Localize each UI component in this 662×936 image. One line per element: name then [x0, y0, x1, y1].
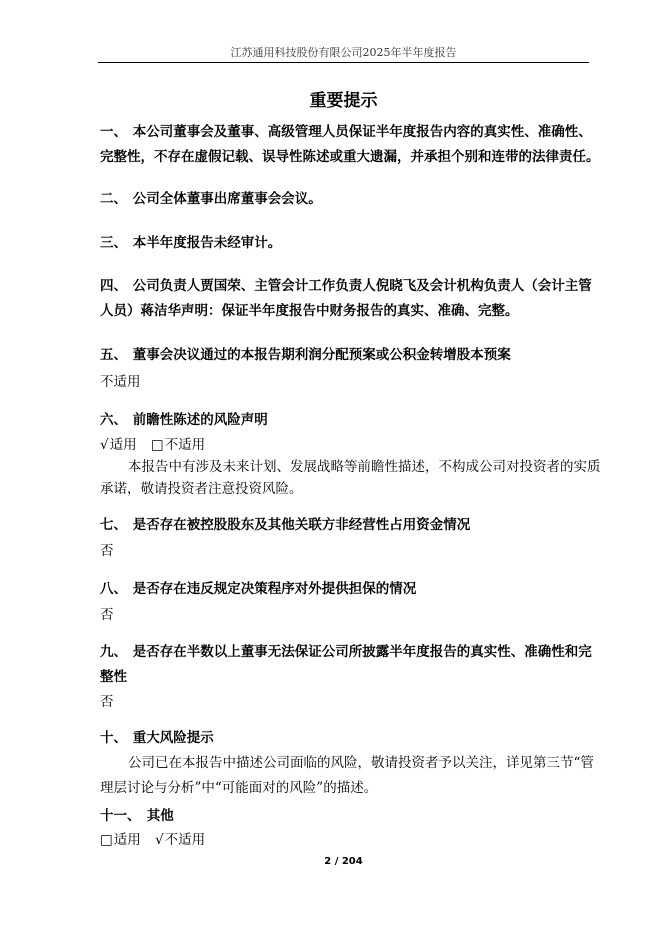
section-9-answer: 否	[100, 694, 114, 710]
section-7-text: 是否存在被控股股东及其他关联方非经营性占用资金情况	[132, 517, 471, 533]
section-2-text: 公司全体董事出席董事会会议。	[132, 191, 322, 207]
empty-checkbox-icon: □	[150, 437, 164, 453]
section-11-heading	[100, 807, 592, 825]
section-5-heading	[100, 346, 592, 364]
section-8-heading	[100, 580, 592, 598]
section-6-paragraph-line1: 本报告中有涉及未来计划、发展战略等前瞻性描述，不构成公司对投资者的实质	[128, 459, 601, 475]
section-4-text-line1: 公司负责人贾国荣、主管会计工作负责人倪晓飞及会计机构负责人（会计主管	[132, 278, 592, 294]
page-number: 2 / 204	[324, 856, 363, 867]
section-2-number: 二、	[100, 191, 127, 207]
section-11-options	[100, 831, 592, 849]
check-mark-icon: √	[100, 437, 109, 453]
option-applicable	[100, 831, 141, 849]
header-divider	[98, 62, 589, 63]
section-7-answer: 否	[100, 543, 114, 559]
section-9-text-line2: 整性	[100, 669, 127, 685]
check-mark-icon: √	[155, 832, 164, 848]
section-10-text: 重大风险提示	[132, 730, 214, 746]
option-not-applicable-label: 不适用	[164, 832, 206, 848]
section-6-text: 前瞻性陈述的风险声明	[132, 412, 268, 428]
section-10-number: 十、	[100, 730, 127, 746]
section-11-text: 其他	[146, 808, 174, 824]
section-1-text-line1: 本公司董事会及董事、高级管理人员保证半年度报告内容的真实性、准确性、	[132, 124, 592, 140]
page-title: 重要提示	[309, 91, 378, 111]
section-4-heading	[100, 277, 592, 295]
section-2-heading	[100, 190, 592, 208]
section-10-paragraph-line1: 公司已在本报告中描述公司面临的风险，敬请投资者予以关注，详见第三节“管	[128, 755, 594, 771]
section-6-heading	[100, 411, 592, 429]
section-1-heading	[100, 123, 592, 141]
section-5-text: 董事会决议通过的本报告期利润分配预案或公积金转增股本预案	[132, 347, 511, 363]
option-not-applicable-label: 不适用	[164, 437, 206, 453]
section-5-answer: 不适用	[100, 374, 141, 390]
page-header: 江苏通用科技股份有限公司2025年半年度报告	[230, 46, 457, 59]
section-9-number: 九、	[100, 644, 127, 660]
section-1-number: 一、	[100, 124, 127, 140]
section-4-text-line2: 人员）蒋洁华声明：保证半年度报告中财务报告的真实、准确、完整。	[100, 303, 519, 319]
option-applicable	[100, 436, 137, 454]
option-applicable-label: 适用	[113, 832, 141, 848]
section-9-text-line1: 是否存在半数以上董事无法保证公司所披露半年度报告的真实性、准确性和完	[132, 644, 592, 660]
section-4-number: 四、	[100, 278, 127, 294]
section-11-number: 十一、	[100, 808, 141, 824]
section-9-heading	[100, 643, 592, 661]
section-8-number: 八、	[100, 581, 127, 597]
section-8-answer: 否	[100, 607, 114, 623]
section-10-paragraph-line2: 理层讨论与分析”中“可能面对的风险”的描述。	[100, 780, 378, 796]
section-7-number: 七、	[100, 517, 127, 533]
section-3-heading	[100, 234, 592, 252]
option-applicable-label: 适用	[109, 437, 137, 453]
section-6-options	[100, 436, 592, 454]
empty-checkbox-icon: □	[100, 832, 113, 848]
section-3-text: 本半年度报告未经审计。	[132, 235, 282, 251]
option-not-applicable	[151, 436, 205, 454]
section-6-paragraph-line2: 承诺，敬请投资者注意投资风险。	[100, 481, 303, 497]
section-3-number: 三、	[100, 235, 127, 251]
section-10-heading	[100, 729, 592, 747]
section-8-text: 是否存在违反规定决策程序对外提供担保的情况	[132, 581, 417, 597]
section-1-text-line2: 完整性，不存在虚假记载、误导性陈述或重大遗漏，并承担个别和连带的法律责任。	[100, 149, 600, 165]
section-6-number: 六、	[100, 412, 127, 428]
section-7-heading	[100, 516, 592, 534]
option-not-applicable	[155, 831, 205, 849]
section-5-number: 五、	[100, 347, 127, 363]
